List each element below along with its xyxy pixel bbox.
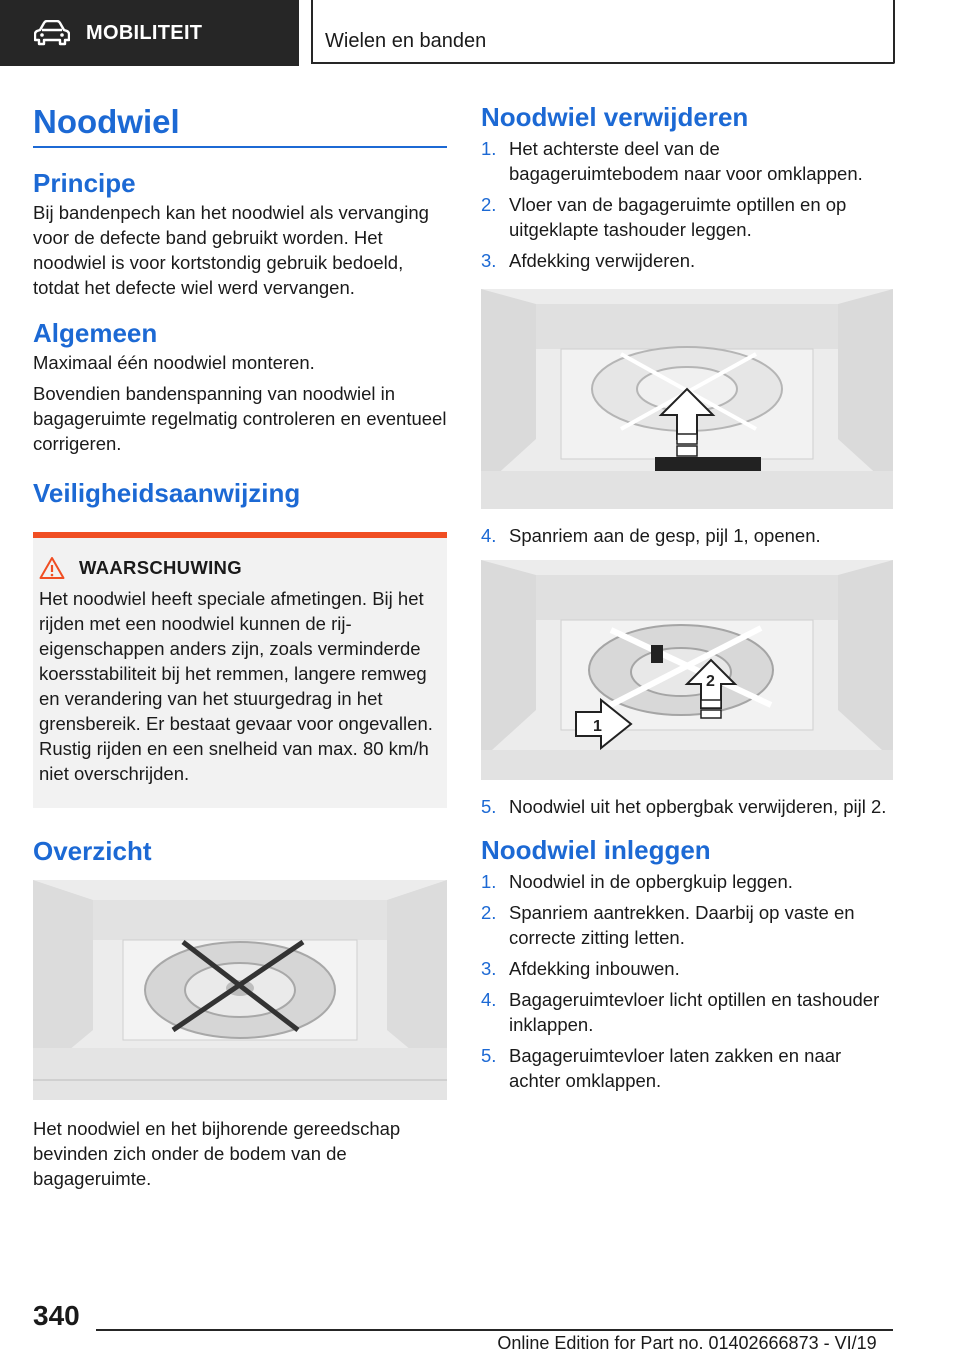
list-item: 4. Spanriem aan de gesp, pijl 1, openen.: [481, 525, 821, 546]
algemeen-text-2: Bovendien bandenspanning van noodwiel in bagageruimte regelmatig controleren en eventueel corrigeren.: [33, 383, 447, 454]
chapter-label: Wielen en banden: [325, 30, 487, 52]
page-number: 340: [33, 1300, 80, 1331]
list-item: 1. Het achterste deel van de bagageruimtebodem naar voor omklappen.: [481, 138, 863, 184]
warning-label: WAARSCHUWING: [79, 557, 242, 578]
arrow-label-1: 1: [593, 718, 602, 735]
trunk-overview-illustration: [33, 880, 447, 1100]
left-column: [33, 100, 447, 1191]
edition-text: Online Edition for Part no. 01402666873 - VI/19: [497, 1333, 877, 1353]
algemeen-text-1: Maximaal één noodwiel monteren.: [33, 352, 315, 373]
warning-text: Het noodwiel heeft speciale afmetingen. Bij het rijden met een noodwiel kunnen de rij-eigenschappen anders zijn, zoals verminderde koersstabiliteit bij het remmen, langere remweg en verandering van het stuurgedrag in het grensbereik. Er bestaat gevaar voor ongevallen. Rustig rijden en een snelheid van max. 80 km/h niet overschrijden.: [39, 588, 433, 784]
section-tab: [0, 0, 299, 66]
right-column: [481, 100, 893, 1099]
warning-triangle-icon: [39, 556, 65, 580]
remove-steps-list-cont: [481, 523, 893, 548]
insert-steps-list: [481, 869, 893, 1093]
page-title: Noodwiel: [33, 100, 447, 148]
list-item: 5. Bagageruimtevloer laten zakken en naar achter omklappen.: [481, 1045, 842, 1091]
remove-steps-list-end: [481, 794, 893, 819]
arrow-label-2: 2: [706, 673, 715, 690]
list-item: 3. Afdekking inbouwen.: [481, 958, 680, 979]
principe-text: Bij bandenpech kan het noodwiel als vervanging voor de defecte band gebruikt worden. Het noodwiel is voor kortstondig gebruik bedoeld, totdat het defecte wiel werd vervangen.: [33, 202, 429, 298]
chapter-tab: [311, 0, 895, 64]
overzicht-heading: Overzicht: [33, 836, 152, 866]
list-item: 2. Spanriem aantrekken. Daarbij op vaste en correcte zitting letten.: [481, 902, 855, 948]
car-icon: [34, 20, 70, 46]
list-item: 5. Noodwiel uit het opbergbak verwijderen, pijl 2.: [481, 796, 887, 817]
remove-steps-list: [481, 136, 893, 273]
remove-heading: Noodwiel verwijderen: [481, 102, 749, 132]
warning-header: [39, 556, 439, 580]
footer-divider: [96, 1329, 893, 1331]
insert-heading: Noodwiel inleggen: [481, 835, 711, 865]
overzicht-caption: Het noodwiel en het bijhorende gereedschap bevinden zich onder de bodem van de bagageruimte.: [33, 1118, 401, 1189]
list-item: 4. Bagageruimtevloer licht optillen en tashouder inklappen.: [481, 989, 880, 1035]
list-item: 2. Vloer van de bagageruimte optillen en op uitgeklapte tashouder leggen.: [481, 194, 847, 240]
list-item: 3. Afdekking verwijderen.: [481, 250, 696, 271]
principe-heading: Principe: [33, 168, 136, 198]
page-header: [0, 0, 960, 66]
list-item: 1. Noodwiel in de opbergkuip leggen.: [481, 871, 793, 892]
warning-box: [33, 532, 447, 808]
section-label: MOBILITEIT: [86, 21, 203, 44]
spare-wheel-arrows-illustration: [481, 560, 893, 780]
veiligheid-heading: Veiligheidsaanwijzing: [33, 478, 301, 508]
algemeen-heading: Algemeen: [33, 318, 158, 348]
trunk-cover-illustration: [481, 289, 893, 509]
